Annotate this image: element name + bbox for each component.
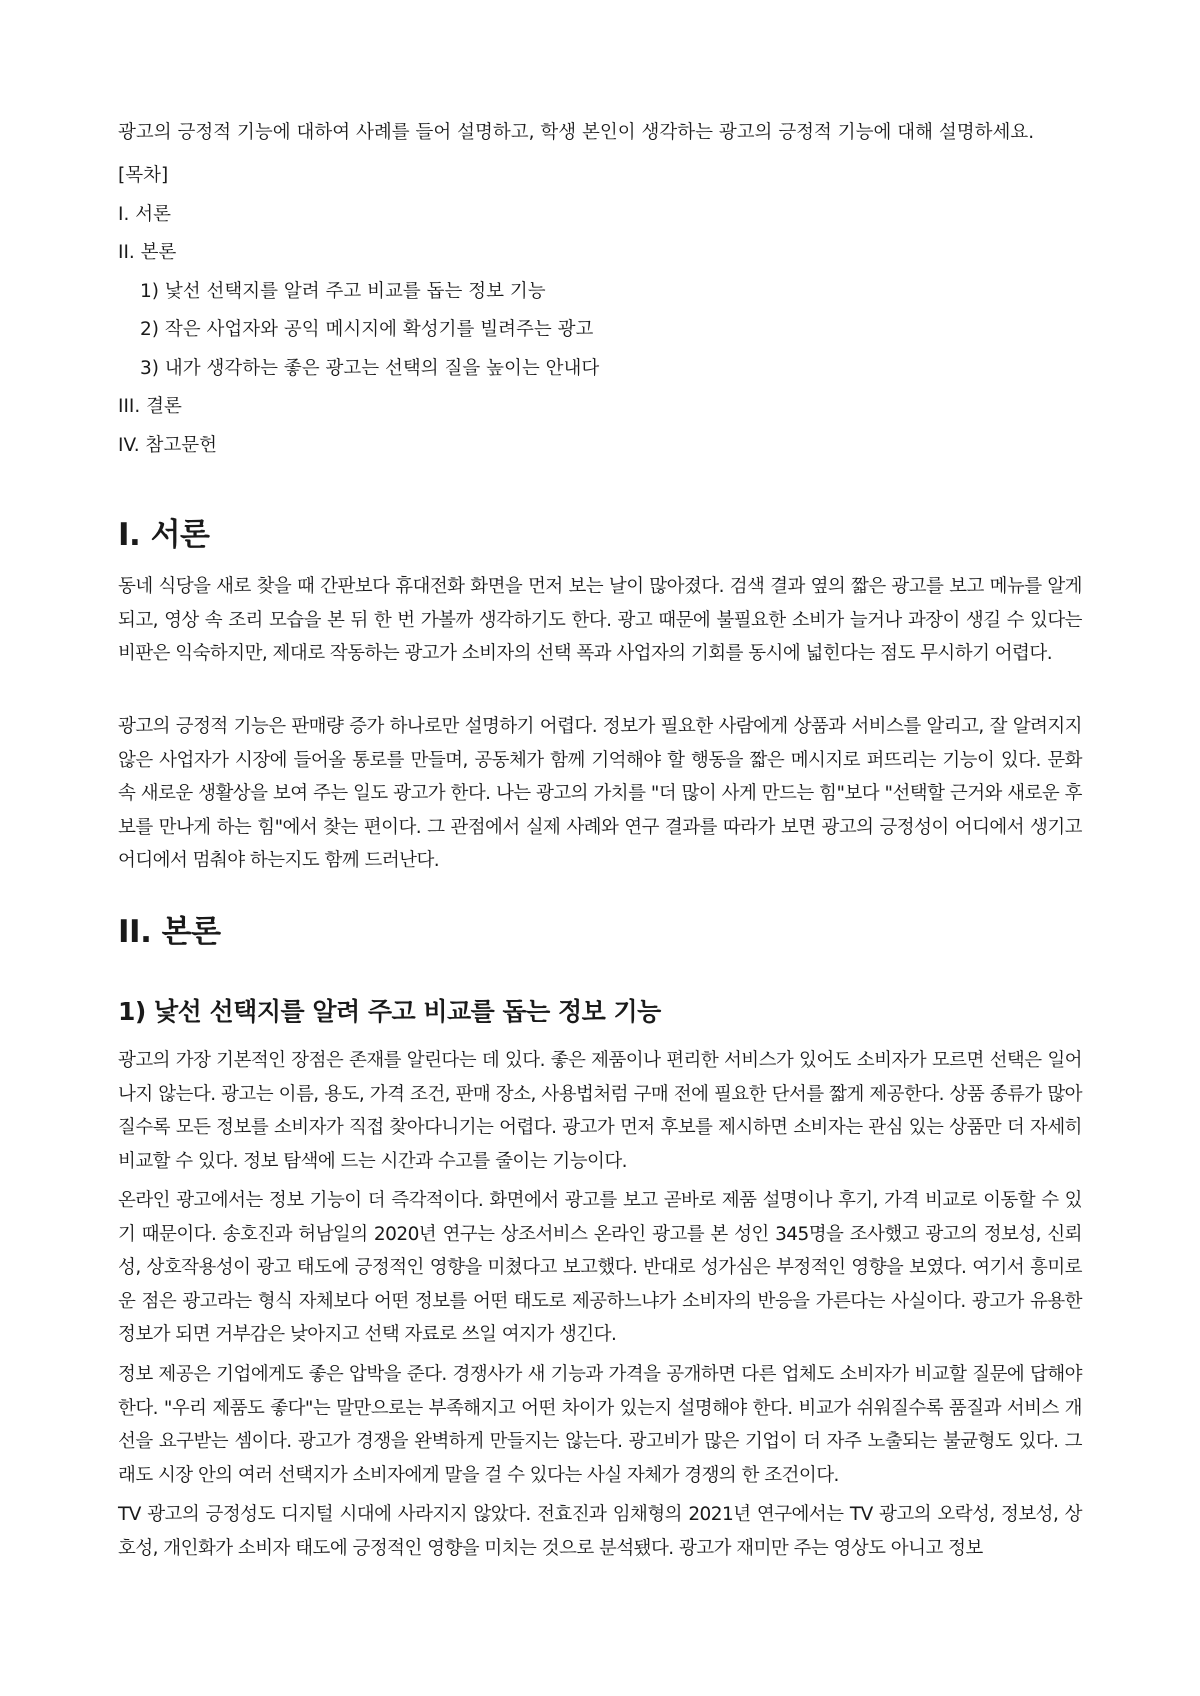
- toc-item: I. 서론: [118, 203, 171, 225]
- paragraph: 정보 제공은 기업에게도 좋은 압박을 준다. 경쟁사가 새 기능과 가격을 공개하면 다른 업체도 소비자가 비교할 질문에 답해야 한다. "우리 제품도 좋다"는 말만으로는 부족해지고 어떤 차이가 있는지 설명해야 한다. 비교가 쉬워질수록 품질과 서비스 개선을 요구받는 셈이다. 광고가 경쟁을 완벽하게 만들지는 않는다. 광고비가 많은 기업이 더 자주 노출되는 불균형도 있다. 그래도 시장 안의 여러 선택지가 소비자에게 말을 걸 수 있다는 사실 자체가 경쟁의 한 조건이다.: [118, 1364, 1082, 1486]
- section-title-body: II. 본론: [118, 914, 221, 950]
- subsection-title: 1) 낯선 선택지를 알려 주고 비교를 돕는 정보 기능: [118, 997, 661, 1026]
- paragraph: 온라인 광고에서는 정보 기능이 더 즉각적이다. 화면에서 광고를 보고 곧바로 제품 설명이나 후기, 가격 비교로 이동할 수 있기 때문이다. 송호진과 허남일의 2020년 연구는 상조서비스 온라인 광고를 본 성인 345명을 조사했고 광고의 정보성, 신뢰성, 상호작용성이 광고 태도에 긍정적인 영향을 미쳤다고 보고했다. 반대로 성가심은 부정적인 영향을 보였다. 여기서 흥미로운 점은 광고라는 형식 자체보다 어떤 정보를 어떤 태도로 제공하느냐가 소비자의 반응을 가른다는 사실이다. 광고가 유용한 정보가 되면 거부감은 낮아지고 선택 자료로 쓰일 여지가 생긴다.: [118, 1190, 1082, 1345]
- toc-heading: [목차]: [118, 165, 169, 186]
- paragraph: TV 광고의 긍정성도 디지털 시대에 사라지지 않았다. 전효진과 임채형의 2021년 연구에서는 TV 광고의 오락성, 정보성, 상호성, 개인화가 소비자 태도에 긍정적인 영향을 미치는 것으로 분석됐다. 광고가 재미만 주는 영상도 아니고 정보: [118, 1504, 1082, 1559]
- toc-item: IV. 참고문헌: [118, 434, 217, 456]
- toc-subitem: 2) 작은 사업자와 공익 메시지에 확성기를 빌려주는 광고: [140, 319, 594, 340]
- paragraph: 동네 식당을 새로 찾을 때 간판보다 휴대전화 화면을 먼저 보는 날이 많아졌다. 검색 결과 옆의 짧은 광고를 보고 메뉴를 알게 되고, 영상 속 조리 모습을 본 뒤 한 번 가볼까 생각하기도 한다. 광고 때문에 불필요한 소비가 늘거나 과장이 생길 수 있다는 비판은 익숙하지만, 제대로 작동하는 광고가 소비자의 선택 폭과 사업자의 기회를 동시에 넓힌다는 점도 무시하기 어렵다.: [118, 576, 1082, 664]
- paragraph: 광고의 가장 기본적인 장점은 존재를 알린다는 데 있다. 좋은 제품이나 편리한 서비스가 있어도 소비자가 모르면 선택은 일어나지 않는다. 광고는 이름, 용도, 가격 조건, 판매 장소, 사용법처럼 구매 전에 필요한 단서를 짧게 제공한다. 상품 종류가 많아질수록 모든 정보를 소비자가 직접 찾아다니기는 어렵다. 광고가 먼저 후보를 제시하면 소비자는 관심 있는 상품만 더 자세히 비교할 수 있다. 정보 탐색에 드는 시간과 수고를 줄이는 기능이다.: [118, 1050, 1082, 1172]
- paragraph: 광고의 긍정적 기능은 판매량 증가 하나로만 설명하기 어렵다. 정보가 필요한 사람에게 상품과 서비스를 알리고, 잘 알려지지 않은 사업자가 시장에 들어올 통로를 만들며, 공동체가 함께 기억해야 할 행동을 짧은 메시지로 퍼뜨리는 기능이 있다. 문화 속 새로운 생활상을 보여 주는 일도 광고가 한다. 나는 광고의 가치를 "더 많이 사게 만드는 힘"보다 "선택할 근거와 새로운 후보를 만나게 하는 힘"에서 찾는 편이다. 그 관점에서 실제 사례와 연구 결과를 따라가 보면 광고의 긍정성이 어디에서 생기고 어디에서 멈춰야 하는지도 함께 드러난다.: [118, 716, 1082, 871]
- toc-subitem: 1) 낯선 선택지를 알려 주고 비교를 돕는 정보 기능: [140, 280, 546, 302]
- toc-item: II. 본론: [118, 242, 177, 263]
- toc-item: III. 결론: [118, 396, 182, 417]
- toc-subitem: 3) 내가 생각하는 좋은 광고는 선택의 질을 높이는 안내다: [140, 357, 600, 379]
- table-of-contents: [118, 163, 599, 471]
- assignment-prompt: 광고의 긍정적 기능에 대하여 사례를 들어 설명하고, 학생 본인이 생각하는 광고의 긍정적 기능에 대해 설명하세요.: [118, 122, 1035, 143]
- section-title-intro: I. 서론: [118, 517, 210, 553]
